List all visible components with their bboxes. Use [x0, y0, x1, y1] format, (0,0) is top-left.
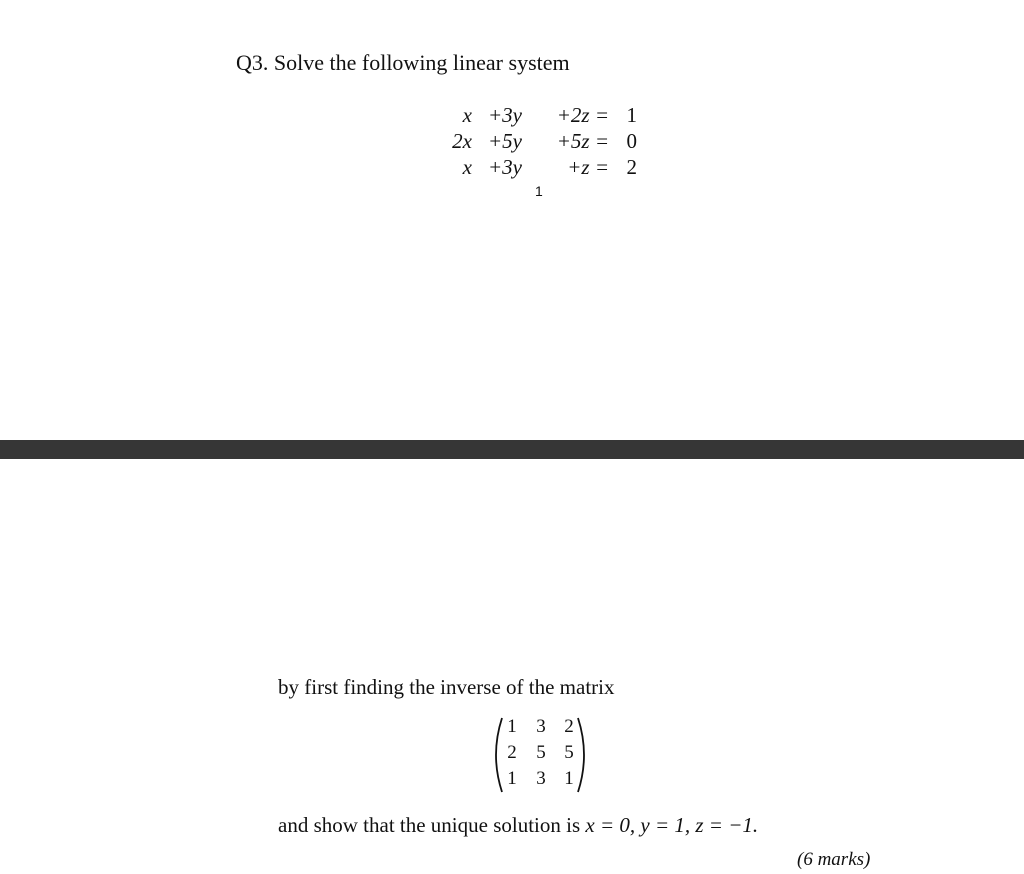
page-divider — [0, 440, 1024, 459]
eq2-x-term: 2x — [452, 129, 472, 153]
eq3-y-term: +3y — [488, 155, 522, 179]
eq2-z-term: +5z = — [556, 129, 609, 153]
eq1-y-term: +3y — [488, 103, 522, 127]
eq2-rhs: 0 — [626, 129, 637, 153]
intro-sentence: by first finding the inverse of the matrix — [278, 675, 615, 699]
matrix-cell: 1 — [507, 768, 517, 789]
eq2-y-term: +5y — [488, 129, 522, 153]
eq1-rhs: 1 — [626, 103, 637, 127]
eq3-x-term: x — [462, 155, 472, 179]
conclusion-sentence — [278, 813, 758, 838]
coefficient-matrix — [488, 716, 592, 794]
matrix-cell: 3 — [536, 716, 546, 737]
marks-label: (6 marks) — [797, 849, 871, 870]
question-label: Q3. — [236, 50, 269, 75]
solution-text: x = 0, y = 1, z = −1. — [585, 813, 759, 837]
matrix-cell: 2 — [564, 716, 574, 737]
eq3-z-term: +z = — [567, 155, 609, 179]
matrix-cell: 5 — [536, 742, 546, 763]
conclusion-text: and show that the unique solution is — [278, 813, 581, 837]
page-bottom — [0, 459, 1024, 874]
matrix-cell: 1 — [507, 716, 517, 737]
question-prompt: Solve the following linear system — [273, 50, 570, 75]
matrix-cell: 5 — [564, 742, 574, 763]
matrix-cell: 1 — [564, 768, 574, 789]
matrix-cell: 3 — [536, 768, 546, 789]
page-number: 1 — [535, 183, 543, 199]
eq1-x-term: x — [462, 103, 472, 127]
question-heading — [236, 50, 570, 76]
eq3-rhs: 2 — [626, 155, 637, 179]
matrix-cell: 2 — [507, 742, 517, 763]
left-paren — [496, 718, 502, 792]
right-paren — [578, 718, 584, 792]
eq1-z-term: +2z = — [556, 103, 609, 127]
